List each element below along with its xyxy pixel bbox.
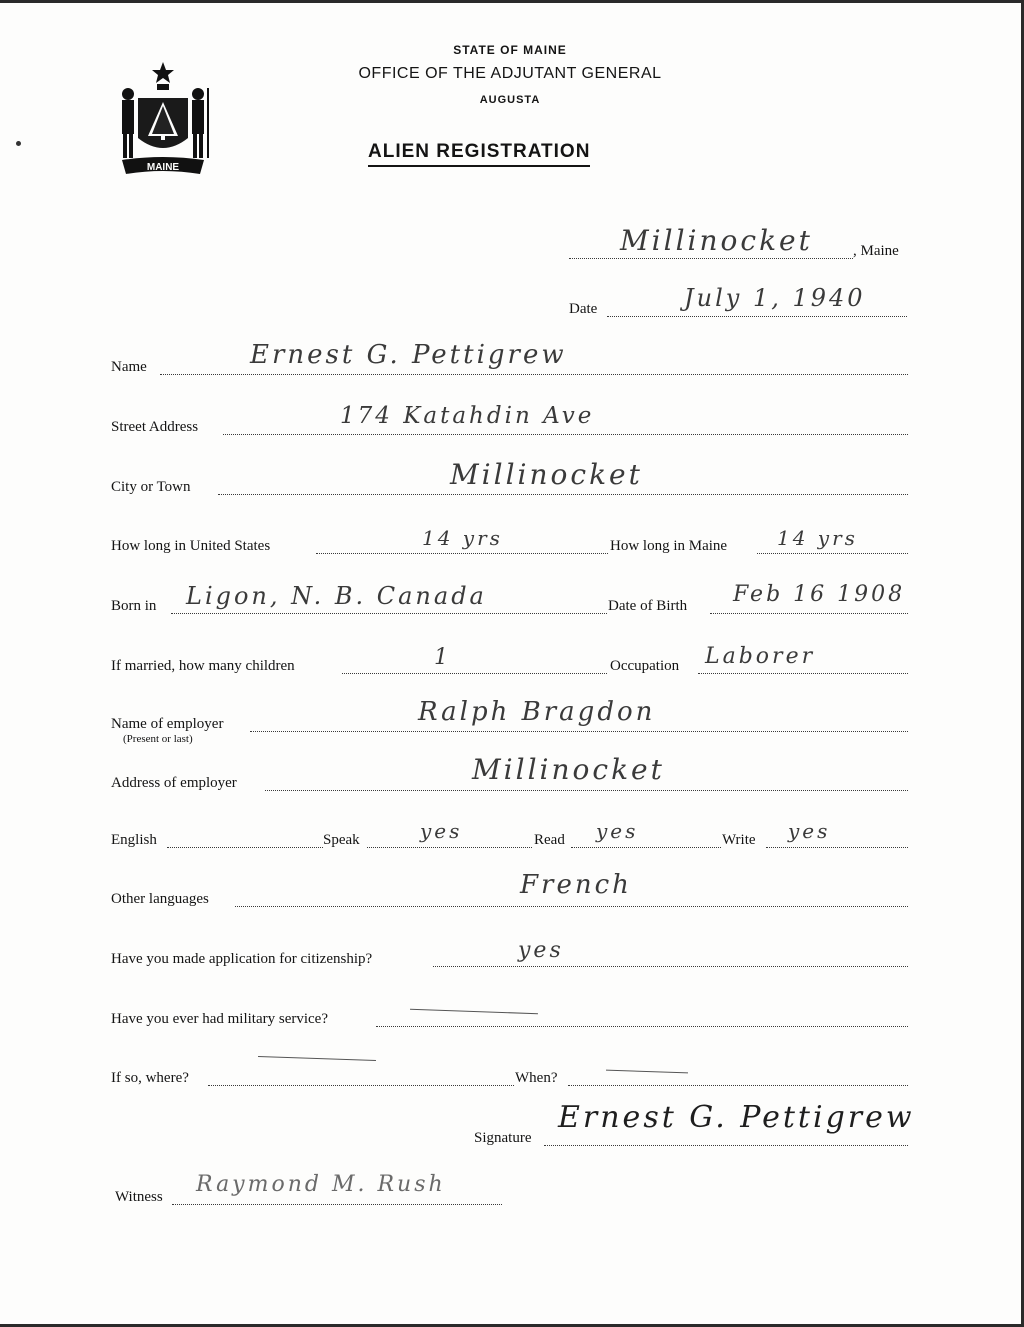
signature-label: Signature: [474, 1130, 532, 1146]
born-value: Ligon, N. B. Canada: [186, 582, 487, 610]
military-dash-mark: [410, 1009, 538, 1014]
us-years-line: [316, 553, 608, 554]
name-label: Name: [111, 359, 147, 375]
employer-line: [250, 731, 908, 732]
other-lang-line: [235, 906, 908, 907]
date-value: July 1, 1940: [684, 284, 866, 312]
employer-value: Ralph Bragdon: [418, 697, 656, 727]
where-line: [208, 1085, 514, 1086]
employer-label: Name of employer: [111, 716, 224, 732]
employer-address-line: [265, 790, 908, 791]
read-value: yes: [596, 819, 639, 843]
employer-address-label: Address of employer: [111, 775, 237, 791]
born-label: Born in: [111, 598, 157, 614]
other-lang-label: Other languages: [111, 891, 209, 907]
place-suffix: , Maine: [853, 243, 899, 259]
city-value: Millinocket: [450, 458, 643, 491]
signature-line: [544, 1145, 908, 1146]
street-line: [223, 434, 908, 435]
where-dash-mark: [258, 1056, 376, 1061]
witness-line: [172, 1204, 502, 1205]
dob-value: Feb 16 1908: [733, 582, 906, 607]
write-line: [766, 847, 908, 848]
write-value: yes: [788, 819, 831, 843]
scan-edge-top: [0, 0, 1024, 3]
speak-line: [367, 847, 532, 848]
english-line: [167, 847, 323, 848]
form-title: ALIEN REGISTRATION: [368, 141, 590, 167]
signature-value: Ernest G. Pettigrew: [558, 1100, 915, 1135]
maine-years-label: How long in Maine: [610, 538, 728, 554]
where-label: If so, where?: [111, 1070, 189, 1086]
other-lang-value: French: [520, 870, 632, 900]
employer-sublabel: (Present or last): [123, 733, 193, 745]
children-value: 1: [434, 645, 451, 670]
citizenship-line: [433, 966, 908, 967]
place-line: [569, 258, 853, 259]
military-line: [376, 1026, 908, 1027]
occupation-line: [698, 673, 908, 674]
children-line: [342, 673, 607, 674]
citizenship-label: Have you made application for citizenship?: [111, 951, 373, 967]
maine-years-line: [757, 553, 908, 554]
city-line: [218, 494, 908, 495]
english-label: English: [111, 832, 157, 848]
citizenship-value: yes: [518, 938, 564, 963]
witness-value: Raymond M. Rush: [196, 1172, 446, 1197]
city-label: City or Town: [111, 479, 191, 495]
scan-speck: [16, 141, 21, 146]
speak-value: yes: [420, 819, 463, 843]
employer-address-value: Millinocket: [472, 753, 665, 786]
place-value: Millinocket: [620, 224, 813, 257]
witness-label: Witness: [115, 1189, 163, 1205]
dob-line: [710, 613, 908, 614]
dob-label: Date of Birth: [608, 598, 688, 614]
speak-label: Speak: [323, 832, 360, 848]
date-line: [607, 316, 907, 317]
date-label: Date: [569, 301, 598, 317]
read-line: [571, 847, 721, 848]
when-label: When?: [515, 1070, 558, 1086]
maine-years-value: 14 yrs: [777, 526, 858, 550]
header-office: OFFICE OF THE ADJUTANT GENERAL: [358, 65, 662, 82]
maine-state-seal: [108, 58, 218, 178]
street-label: Street Address: [111, 419, 199, 435]
when-dash-mark: [606, 1070, 688, 1074]
header-state: STATE OF MAINE: [453, 43, 567, 57]
name-line: [160, 374, 908, 375]
header-city: AUGUSTA: [479, 94, 541, 106]
us-years-label: How long in United States: [111, 538, 271, 554]
us-years-value: 14 yrs: [422, 526, 503, 550]
military-label: Have you ever had military service?: [111, 1011, 328, 1027]
write-label: Write: [722, 832, 756, 848]
read-label: Read: [534, 832, 565, 848]
occupation-label: Occupation: [610, 658, 680, 674]
when-line: [568, 1085, 908, 1086]
born-line: [171, 613, 607, 614]
name-value: Ernest G. Pettigrew: [250, 340, 567, 370]
seal-label: MAINE: [146, 162, 180, 173]
street-value: 174 Katahdin Ave: [340, 403, 595, 429]
occupation-value: Laborer: [705, 644, 816, 669]
children-label: If married, how many children: [111, 658, 295, 674]
